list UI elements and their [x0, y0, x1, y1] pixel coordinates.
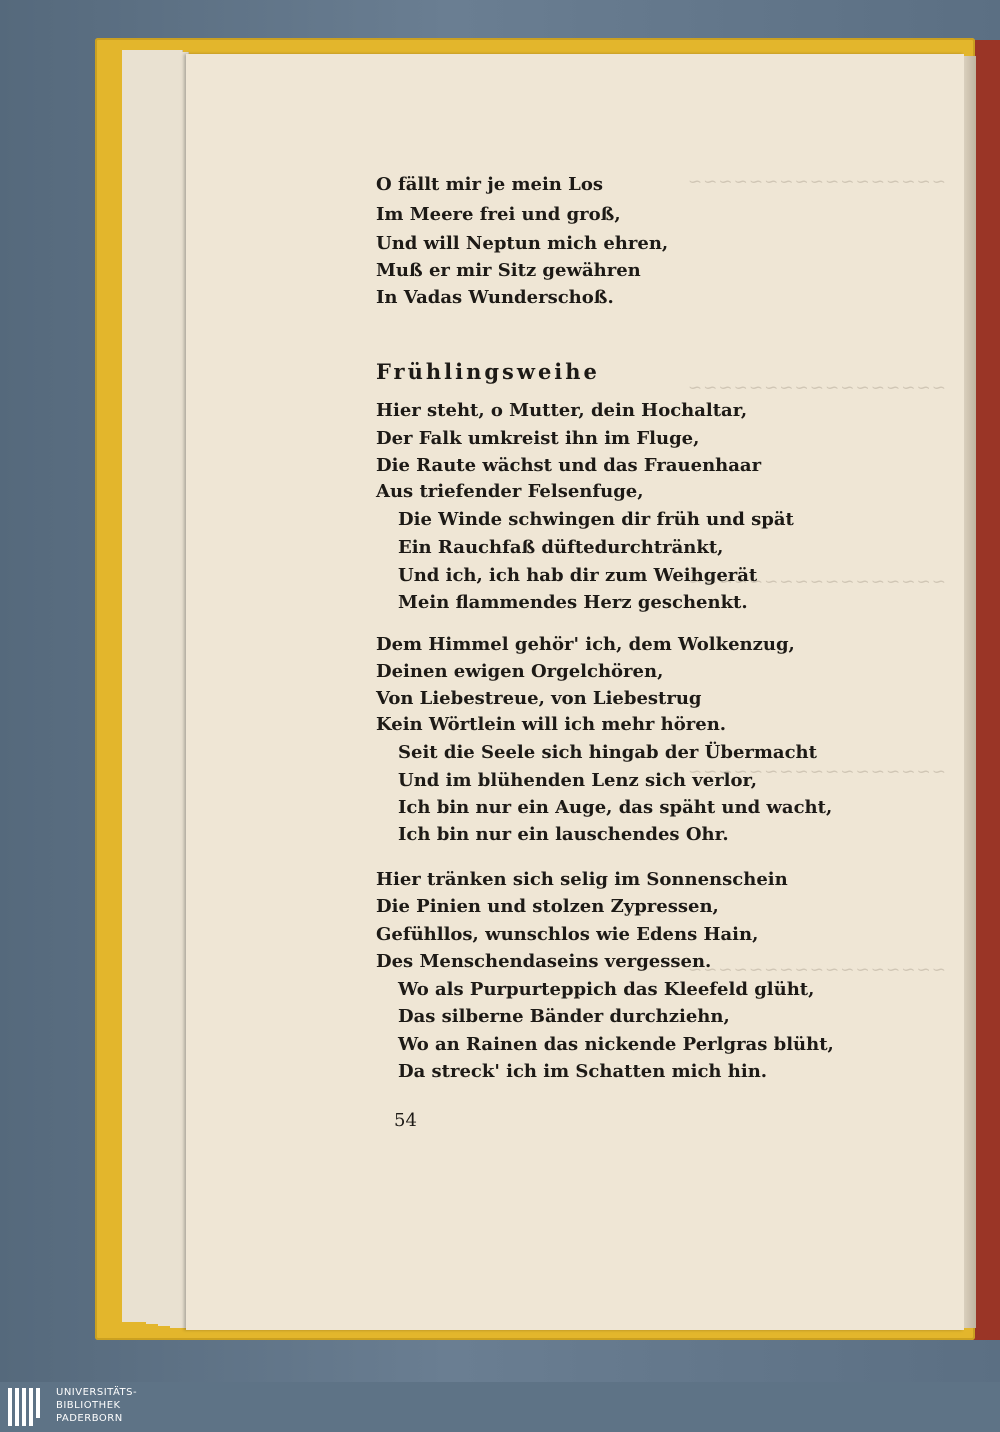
poem-line: Dem Himmel gehör' ich, dem Wolkenzug, — [376, 634, 795, 655]
poem-line: Hier steht, o Mutter, dein Hochaltar, — [376, 400, 748, 421]
poem-line: Mein flammendes Herz geschenkt. — [398, 592, 748, 613]
bleed-through-text: ~~~~~~~~~~~~~~~~~ — [686, 378, 946, 398]
bleed-through-text: ~~~~~~~~~~~~~~~~~ — [686, 960, 946, 980]
poem-title: Frühlingsweihe — [376, 359, 600, 384]
poem-line: Die Raute wächst und das Frauenhaar — [376, 455, 762, 476]
library-footer — [0, 1382, 1000, 1432]
poem-line: Ich bin nur ein lauschendes Ohr. — [398, 824, 729, 845]
bleed-through-text: ~~~~~~~~~~~~~~~~~ — [686, 172, 946, 192]
bleed-through-text: ~~~~~~~~~~~~~~~~~ — [686, 572, 946, 592]
poem-line: Wo als Purpurteppich das Kleefeld glüht, — [398, 979, 815, 1000]
poem-line: Die Pinien und stolzen Zypressen, — [376, 896, 719, 917]
poem-line: Muß er mir Sitz gewähren — [376, 260, 641, 281]
poem-line: Hier tränken sich selig im Sonnenschein — [376, 869, 788, 890]
poem-line: Wo an Rainen das nickende Perlgras blüht, — [398, 1034, 834, 1055]
poem-line: Und will Neptun mich ehren, — [376, 233, 669, 254]
poem-line: In Vadas Wunderschoß. — [376, 287, 614, 308]
poem-line: Seit die Seele sich hingab der Übermacht — [398, 742, 817, 763]
poem-line: Da streck' ich im Schatten mich hin. — [398, 1061, 768, 1082]
page-number: 54 — [394, 1110, 417, 1131]
poem-line: Und ich, ich hab dir zum Weihgerät — [398, 565, 758, 586]
poem-line: Ein Rauchfaß düftedurchtränkt, — [398, 537, 724, 558]
page-gutter — [964, 56, 976, 1328]
bleed-through-text: ~~~~~~~~~~~~~~~~~ — [686, 762, 946, 782]
poem-line: Deinen ewigen Orgelchören, — [376, 661, 664, 682]
poem-line: Kein Wörtlein will ich mehr hören. — [376, 714, 727, 735]
poem-line: Das silberne Bänder durchziehn, — [398, 1006, 730, 1027]
poem-line: Gefühllos, wunschlos wie Edens Hain, — [376, 924, 759, 945]
library-logo-icon — [8, 1388, 44, 1426]
poem-line: Von Liebestreue, von Liebestrug — [376, 688, 702, 709]
poem-line: Des Menschendaseins vergessen. — [376, 951, 712, 972]
library-name-line: UNIVERSITÄTS- — [56, 1387, 138, 1398]
poem-line: Und im blühenden Lenz sich verlor, — [398, 770, 757, 791]
library-name-line: PADERBORN — [56, 1413, 123, 1424]
poem-line: Aus triefender Felsenfuge, — [376, 481, 644, 502]
poem-line: Der Falk umkreist ihn im Fluge, — [376, 428, 700, 449]
poem-line: Ich bin nur ein Auge, das späht und wacht, — [398, 797, 833, 818]
library-name — [56, 1386, 137, 1425]
poem-line: Die Winde schwingen dir früh und spät — [398, 509, 794, 530]
library-name-line: BIBLIOTHEK — [56, 1400, 121, 1411]
poem-line: O fällt mir je mein Los — [376, 174, 603, 195]
poem-line: Im Meere frei und groß, — [376, 204, 621, 225]
